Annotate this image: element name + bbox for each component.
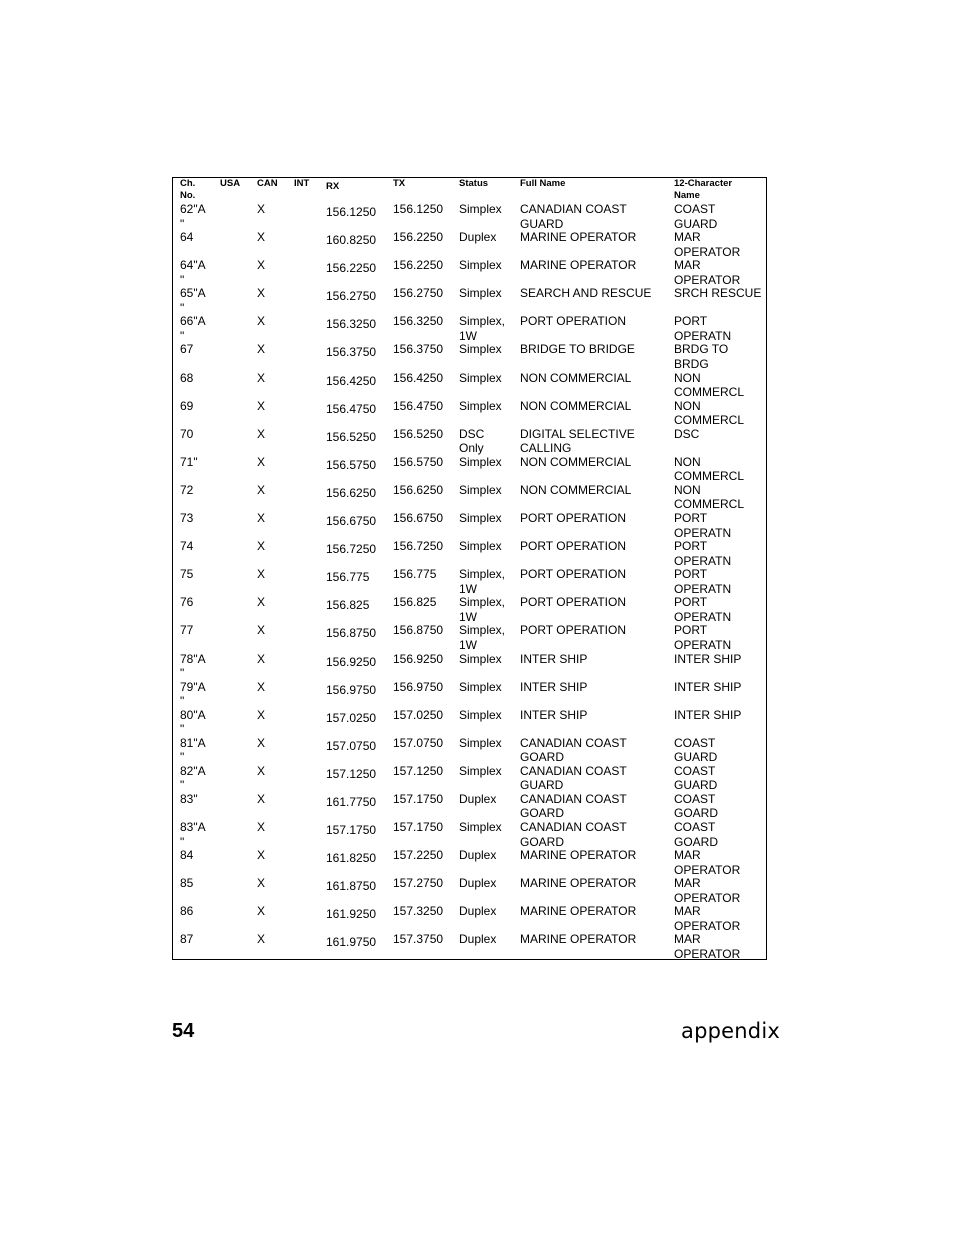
cell-full-name: INTER SHIP (520, 707, 588, 722)
cell-status: Simplex (459, 539, 502, 554)
cell-rx: 157.0750 (326, 738, 377, 753)
cell-can: X (257, 707, 266, 722)
cell-status: DSC Only (459, 426, 485, 456)
cell-rx: 161.8250 (326, 851, 377, 866)
cell-rx: 160.8250 (326, 233, 377, 248)
cell-rx: 156.4750 (326, 401, 377, 416)
table-row (173, 258, 766, 286)
cell-ch-no: 79"A " (180, 679, 206, 709)
cell-status: Simplex (459, 511, 502, 526)
table-row (173, 230, 766, 258)
table-row (173, 904, 766, 932)
cell-rx: 156.825 (326, 598, 370, 613)
cell-ch-no: 84 (180, 848, 194, 863)
cell-12-character-name: DSC (674, 426, 700, 441)
table-row (173, 567, 766, 595)
cell-12-character-name: INTER SHIP (674, 651, 742, 666)
cell-status: Duplex (459, 791, 497, 806)
cell-ch-no: 62"A " (180, 202, 206, 231)
cell-12-character-name: PORT OPERATN (674, 623, 732, 652)
cell-12-character-name: BRDG TO BRDG (674, 342, 729, 371)
cell-12-character-name: NON COMMERCL (674, 370, 745, 400)
cell-can: X (257, 679, 266, 694)
cell-12-character-name: PORT OPERATN (674, 595, 732, 624)
cell-full-name: INTER SHIP (520, 651, 588, 666)
cell-status: Simplex (459, 735, 502, 750)
cell-full-name: PORT OPERATION (520, 623, 627, 638)
cell-12-character-name: MAR OPERATOR (674, 932, 741, 961)
cell-12-character-name: INTER SHIP (674, 679, 742, 694)
cell-ch-no: 66"A " (180, 314, 206, 343)
cell-rx: 156.775 (326, 570, 370, 585)
cell-can: X (257, 623, 266, 638)
cell-full-name: BRIDGE TO BRIDGE (520, 342, 635, 357)
cell-can: X (257, 848, 266, 863)
cell-can: X (257, 567, 266, 582)
cell-12-character-name: COAST GOARD (674, 791, 719, 821)
cell-full-name: PORT OPERATION (520, 511, 627, 526)
cell-rx: 156.9750 (326, 682, 377, 697)
cell-can: X (257, 202, 266, 216)
cell-12-character-name: NON COMMERCL (674, 398, 745, 428)
table-row (173, 595, 766, 623)
cell-ch-no: 69 (180, 398, 194, 413)
cell-ch-no: 70 (180, 426, 194, 441)
cell-can: X (257, 511, 266, 526)
cell-tx: 156.825 (393, 595, 437, 610)
cell-ch-no: 72 (180, 482, 194, 497)
cell-full-name: PORT OPERATION (520, 567, 627, 582)
cell-can: X (257, 876, 266, 891)
cell-full-name: DIGITAL SELECTIVE CALLING (520, 426, 635, 456)
cell-rx: 156.2750 (326, 289, 377, 304)
cell-rx: 161.9750 (326, 935, 377, 950)
table-row (173, 652, 766, 680)
cell-tx: 157.2750 (393, 876, 444, 891)
cell-12-character-name: PORT OPERATN (674, 567, 732, 596)
cell-can: X (257, 454, 266, 469)
cell-tx: 156.6250 (393, 482, 444, 497)
cell-rx: 156.7250 (326, 542, 377, 557)
cell-status: Simplex (459, 651, 502, 666)
section-title: appendix (681, 1019, 780, 1043)
cell-rx: 156.3750 (326, 345, 377, 360)
cell-rx: 156.6750 (326, 514, 377, 529)
cell-full-name: NON COMMERCIAL (520, 454, 632, 469)
cell-rx: 156.4250 (326, 373, 377, 388)
cell-12-character-name: NON COMMERCL (674, 482, 745, 512)
table-row (173, 511, 766, 539)
page-number: 54 (172, 1020, 195, 1042)
header-status: Status (459, 178, 489, 189)
cell-full-name: CANADIAN COAST GOARD (520, 735, 627, 765)
cell-status: Simplex (459, 707, 502, 722)
header-12-character-name: 12-Character Name (674, 178, 733, 201)
cell-rx: 157.1750 (326, 823, 377, 838)
cell-status: Simplex (459, 454, 502, 469)
header-can: CAN (257, 178, 278, 189)
cell-tx: 157.0750 (393, 735, 444, 750)
cell-rx: 161.7750 (326, 794, 377, 809)
cell-status: Simplex (459, 679, 502, 694)
cell-tx: 157.3250 (393, 904, 444, 919)
cell-rx: 156.9250 (326, 654, 377, 669)
cell-ch-no: 81"A " (180, 735, 206, 765)
cell-tx: 156.8750 (393, 623, 444, 638)
cell-status: Simplex (459, 482, 502, 497)
cell-tx: 157.1750 (393, 791, 444, 806)
cell-rx: 157.0250 (326, 710, 377, 725)
table-row (173, 371, 766, 399)
cell-ch-no: 64 (180, 230, 194, 245)
cell-tx: 156.1250 (393, 202, 444, 216)
cell-can: X (257, 651, 266, 666)
cell-ch-no: 76 (180, 595, 194, 610)
cell-full-name: PORT OPERATION (520, 539, 627, 554)
cell-status: Duplex (459, 932, 497, 947)
cell-ch-no: 82"A " (180, 763, 206, 793)
cell-12-character-name: COAST GUARD (674, 763, 718, 793)
cell-12-character-name: MAR OPERATOR (674, 848, 741, 877)
cell-can: X (257, 230, 266, 245)
cell-full-name: NON COMMERCIAL (520, 370, 632, 385)
header-int: INT (294, 178, 310, 189)
table-row (173, 455, 766, 483)
cell-status: Duplex (459, 230, 497, 245)
cell-rx: 161.9250 (326, 907, 377, 922)
cell-ch-no: 71" (180, 454, 198, 469)
cell-12-character-name: COAST GUARD (674, 735, 718, 765)
cell-can: X (257, 763, 266, 778)
cell-12-character-name: MAR OPERATOR (674, 230, 741, 259)
cell-full-name: MARINE OPERATOR (520, 932, 637, 947)
table-row (173, 483, 766, 511)
table-row (173, 623, 766, 651)
cell-status: Duplex (459, 904, 497, 919)
cell-status: Simplex, 1W (459, 623, 506, 652)
cell-full-name: SEARCH AND RESCUE (520, 286, 652, 301)
table-row (173, 286, 766, 314)
cell-can: X (257, 258, 266, 273)
table-row (173, 539, 766, 567)
cell-status: Simplex (459, 820, 502, 835)
cell-ch-no: 87 (180, 932, 194, 947)
cell-12-character-name: MAR OPERATOR (674, 904, 741, 933)
cell-full-name: MARINE OPERATOR (520, 876, 637, 891)
cell-tx: 157.2250 (393, 848, 444, 863)
cell-tx: 156.6750 (393, 511, 444, 526)
cell-can: X (257, 314, 266, 329)
table-row (173, 399, 766, 427)
cell-full-name: CANADIAN COAST GOARD (520, 791, 627, 821)
cell-status: Duplex (459, 848, 497, 863)
cell-12-character-name: SRCH RESCUE (674, 286, 762, 301)
cell-full-name: MARINE OPERATOR (520, 904, 637, 919)
cell-full-name: MARINE OPERATOR (520, 258, 637, 273)
table-row (173, 764, 766, 792)
cell-full-name: NON COMMERCIAL (520, 398, 632, 413)
cell-full-name: CANADIAN COAST GUARD (520, 202, 627, 231)
table-row (173, 820, 766, 848)
cell-full-name: MARINE OPERATOR (520, 848, 637, 863)
cell-ch-no: 75 (180, 567, 194, 582)
cell-rx: 156.1250 (326, 205, 377, 219)
cell-can: X (257, 342, 266, 357)
cell-ch-no: 86 (180, 904, 194, 919)
table-row (173, 876, 766, 904)
cell-can: X (257, 398, 266, 413)
header-full-name: Full Name (520, 178, 566, 189)
cell-status: Simplex (459, 342, 502, 357)
cell-can: X (257, 735, 266, 750)
table-body (173, 202, 766, 961)
cell-status: Simplex, 1W (459, 314, 506, 343)
table-row (173, 202, 766, 230)
cell-can: X (257, 595, 266, 610)
cell-rx: 156.5250 (326, 429, 377, 444)
cell-tx: 156.2250 (393, 230, 444, 245)
cell-tx: 156.775 (393, 567, 437, 582)
cell-tx: 156.2750 (393, 286, 444, 301)
cell-12-character-name: MAR OPERATOR (674, 876, 741, 905)
cell-tx: 157.0250 (393, 707, 444, 722)
cell-ch-no: 78"A " (180, 651, 206, 680)
cell-status: Simplex (459, 763, 502, 778)
table-row (173, 792, 766, 820)
cell-full-name: MARINE OPERATOR (520, 230, 637, 245)
cell-can: X (257, 370, 266, 385)
cell-rx: 157.1250 (326, 766, 377, 781)
cell-tx: 156.9750 (393, 679, 444, 694)
cell-tx: 156.5250 (393, 426, 444, 441)
cell-full-name: INTER SHIP (520, 679, 588, 694)
cell-ch-no: 85 (180, 876, 194, 891)
table-row (173, 342, 766, 370)
cell-tx: 156.3750 (393, 342, 444, 357)
table-row (173, 427, 766, 455)
cell-rx: 156.2250 (326, 261, 377, 276)
table-row (173, 736, 766, 764)
cell-can: X (257, 426, 266, 441)
cell-can: X (257, 932, 266, 947)
cell-can: X (257, 791, 266, 806)
cell-ch-no: 67 (180, 342, 194, 357)
cell-status: Simplex (459, 258, 502, 273)
cell-ch-no: 64"A " (180, 258, 206, 287)
cell-12-character-name: INTER SHIP (674, 707, 742, 722)
cell-full-name: NON COMMERCIAL (520, 482, 632, 497)
cell-status: Duplex (459, 876, 497, 891)
channel-table (172, 177, 767, 960)
cell-ch-no: 83" (180, 791, 198, 806)
cell-full-name: PORT OPERATION (520, 314, 627, 329)
cell-ch-no: 65"A " (180, 286, 206, 315)
cell-full-name: PORT OPERATION (520, 595, 627, 610)
cell-full-name: CANADIAN COAST GOARD (520, 820, 627, 849)
table-row (173, 932, 766, 960)
cell-tx: 156.4750 (393, 398, 444, 413)
cell-12-character-name: MAR OPERATOR (674, 258, 741, 287)
cell-12-character-name: COAST GOARD (674, 820, 719, 849)
header-tx: TX (393, 178, 406, 189)
table-row (173, 708, 766, 736)
cell-status: Simplex (459, 370, 502, 385)
header-ch-no: Ch. No. (180, 178, 196, 201)
table-row (173, 680, 766, 708)
cell-status: Simplex (459, 286, 502, 301)
cell-rx: 156.3250 (326, 317, 377, 332)
cell-can: X (257, 539, 266, 554)
cell-ch-no: 77 (180, 623, 194, 638)
cell-12-character-name: PORT OPERATN (674, 314, 732, 343)
cell-can: X (257, 482, 266, 497)
cell-tx: 156.3250 (393, 314, 444, 329)
cell-tx: 156.9250 (393, 651, 444, 666)
cell-12-character-name: PORT OPERATN (674, 511, 732, 540)
cell-rx: 161.8750 (326, 879, 377, 894)
cell-12-character-name: PORT OPERATN (674, 539, 732, 568)
cell-ch-no: 74 (180, 539, 194, 554)
header-rx: RX (326, 181, 340, 192)
cell-rx: 156.6250 (326, 485, 377, 500)
cell-12-character-name: NON COMMERCL (674, 454, 745, 484)
cell-tx: 156.5750 (393, 454, 444, 469)
cell-tx: 157.1750 (393, 820, 444, 835)
cell-tx: 156.7250 (393, 539, 444, 554)
cell-rx: 156.8750 (326, 626, 377, 641)
cell-tx: 157.1250 (393, 763, 444, 778)
cell-ch-no: 83"A " (180, 820, 206, 849)
cell-tx: 156.2250 (393, 258, 444, 273)
cell-full-name: CANADIAN COAST GUARD (520, 763, 627, 793)
cell-status: Simplex, 1W (459, 595, 506, 624)
cell-can: X (257, 286, 266, 301)
cell-status: Simplex (459, 202, 502, 216)
cell-ch-no: 80"A " (180, 707, 206, 737)
table-row (173, 314, 766, 342)
table-header (173, 178, 766, 202)
cell-can: X (257, 820, 266, 835)
header-usa: USA (220, 178, 241, 189)
cell-status: Simplex, 1W (459, 567, 506, 596)
cell-tx: 157.3750 (393, 932, 444, 947)
cell-tx: 156.4250 (393, 370, 444, 385)
cell-status: Simplex (459, 398, 502, 413)
cell-ch-no: 73 (180, 511, 194, 526)
cell-12-character-name: COAST GUARD (674, 202, 718, 231)
cell-can: X (257, 904, 266, 919)
cell-rx: 156.5750 (326, 457, 377, 472)
table-row (173, 848, 766, 876)
cell-ch-no: 68 (180, 370, 194, 385)
